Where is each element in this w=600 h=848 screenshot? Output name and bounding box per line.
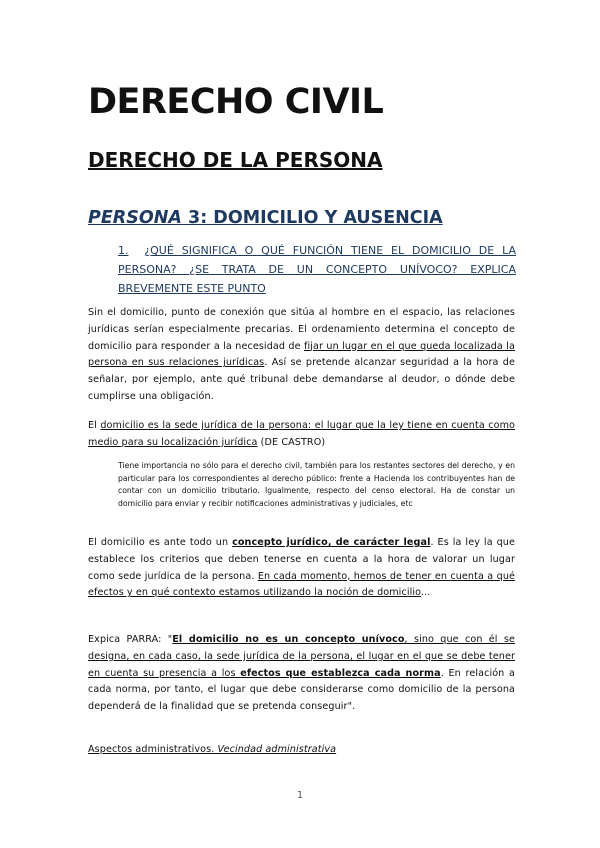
section-heading [88, 208, 443, 228]
paragraph-4-text: Expica PARRA: " [88, 634, 173, 645]
paragraph-1-underlined: fijar un lugar en el que queda localizada la persona en sus relaciones jurídicas [88, 340, 515, 369]
paragraph-3 [88, 535, 515, 602]
page-title: DERECHO CIVIL [88, 82, 384, 122]
paragraph-3-ellipsis: ... [420, 587, 431, 599]
paragraph-4-text-end: . En relación a cada norma, por tanto, el lugar que debe considerarse como domicilio de la persona dependerá de la finalidad que se pretenda conseguir". [88, 667, 515, 713]
paragraph-5-underlined: Aspectos administrativos. [88, 744, 218, 755]
paragraph-2-citation: (DE CASTRO) [257, 436, 326, 448]
section-heading-rest: 3: DOMICILIO Y AUSENCIA [181, 208, 443, 228]
paragraph-3-underlined: En cada momento, hemos de tener en cuenta a qué efectos y en qué contexto estamos utilizando la noción de domicilio [88, 570, 515, 599]
paragraph-3-text: El domicilio es ante todo un [88, 537, 233, 548]
paragraph-4 [88, 632, 515, 716]
page-number: 1 [296, 790, 304, 801]
question-line-2: PERSONA? ¿SE TRATA DE UN CONCEPTO UNÍVOCO? EXPLICA [118, 263, 516, 276]
paragraph-1-text-end: . Así se pretende alcanzar seguridad a la hora de señalar, por ejemplo, ante qué tribunal debe demandarse al deudor, o dónde debe cumplirse una obligación. [88, 357, 515, 402]
paragraph-3-text-mid: . Es la ley la que establece los criterios que deben tenerse en cuenta a la hora de valorar un lugar como sede jurídica de la persona. [88, 537, 515, 582]
paragraph-5-italic: Vecindad administrativa [217, 744, 337, 755]
question-heading [118, 241, 516, 298]
question-line-1: ¿QUÉ SIGNIFICA O QUÉ FUNCIÓN TIENE EL DOMICILIO DE LA [144, 244, 516, 257]
question-number: 1. [118, 244, 129, 257]
paragraph-2-text: El [88, 420, 101, 431]
paragraph-2-underlined: domicilio es la sede jurídica de la persona: el lugar que la ley tiene en cuenta como medio para su localización jurídica [88, 420, 516, 448]
paragraph-3-bold-underlined: concepto jurídico, de carácter legal [232, 537, 431, 548]
paragraph-1-text: Sin el domicilio, punto de conexión que sitúa al hombre en el espacio, las relaciones jurídicas serían especialmente precarias. El ordenamiento determina el concepto de domicilio para responder a la necesidad de [88, 307, 515, 352]
paragraph-1 [88, 305, 515, 406]
paragraph-5 [88, 742, 515, 759]
paragraph-2 [88, 418, 515, 452]
paragraph-4-underlined: , sino que con él se designa, en cada caso, la sede jurídica de la persona, el lugar en el que se debe tener en cuenta su presencia a los [88, 634, 515, 679]
question-line-3: BREVEMENTE ESTE PUNTO [118, 282, 266, 295]
section-heading-italic: PERSONA [88, 208, 182, 228]
page-subtitle: DERECHO DE LA PERSONA [88, 148, 383, 172]
paragraph-4-bold-underlined-1: El domicilio no es un concepto unívoco [172, 634, 405, 645]
indented-quote: Tiene importancia no sólo para el derecho civil, también para los restantes sectores del derecho, y en particular para los correspondientes al derecho público: frente a Hacienda los contribuyentes han de contar con un domicilio tributario. Igualmente, respecto del censo electoral. Ha de constar un domicilio para enviar y recibir notificaciones administrativas y judiciales, etc [118, 461, 515, 509]
paragraph-4-bold-underlined-2: efectos que establezca cada norma [240, 667, 441, 679]
